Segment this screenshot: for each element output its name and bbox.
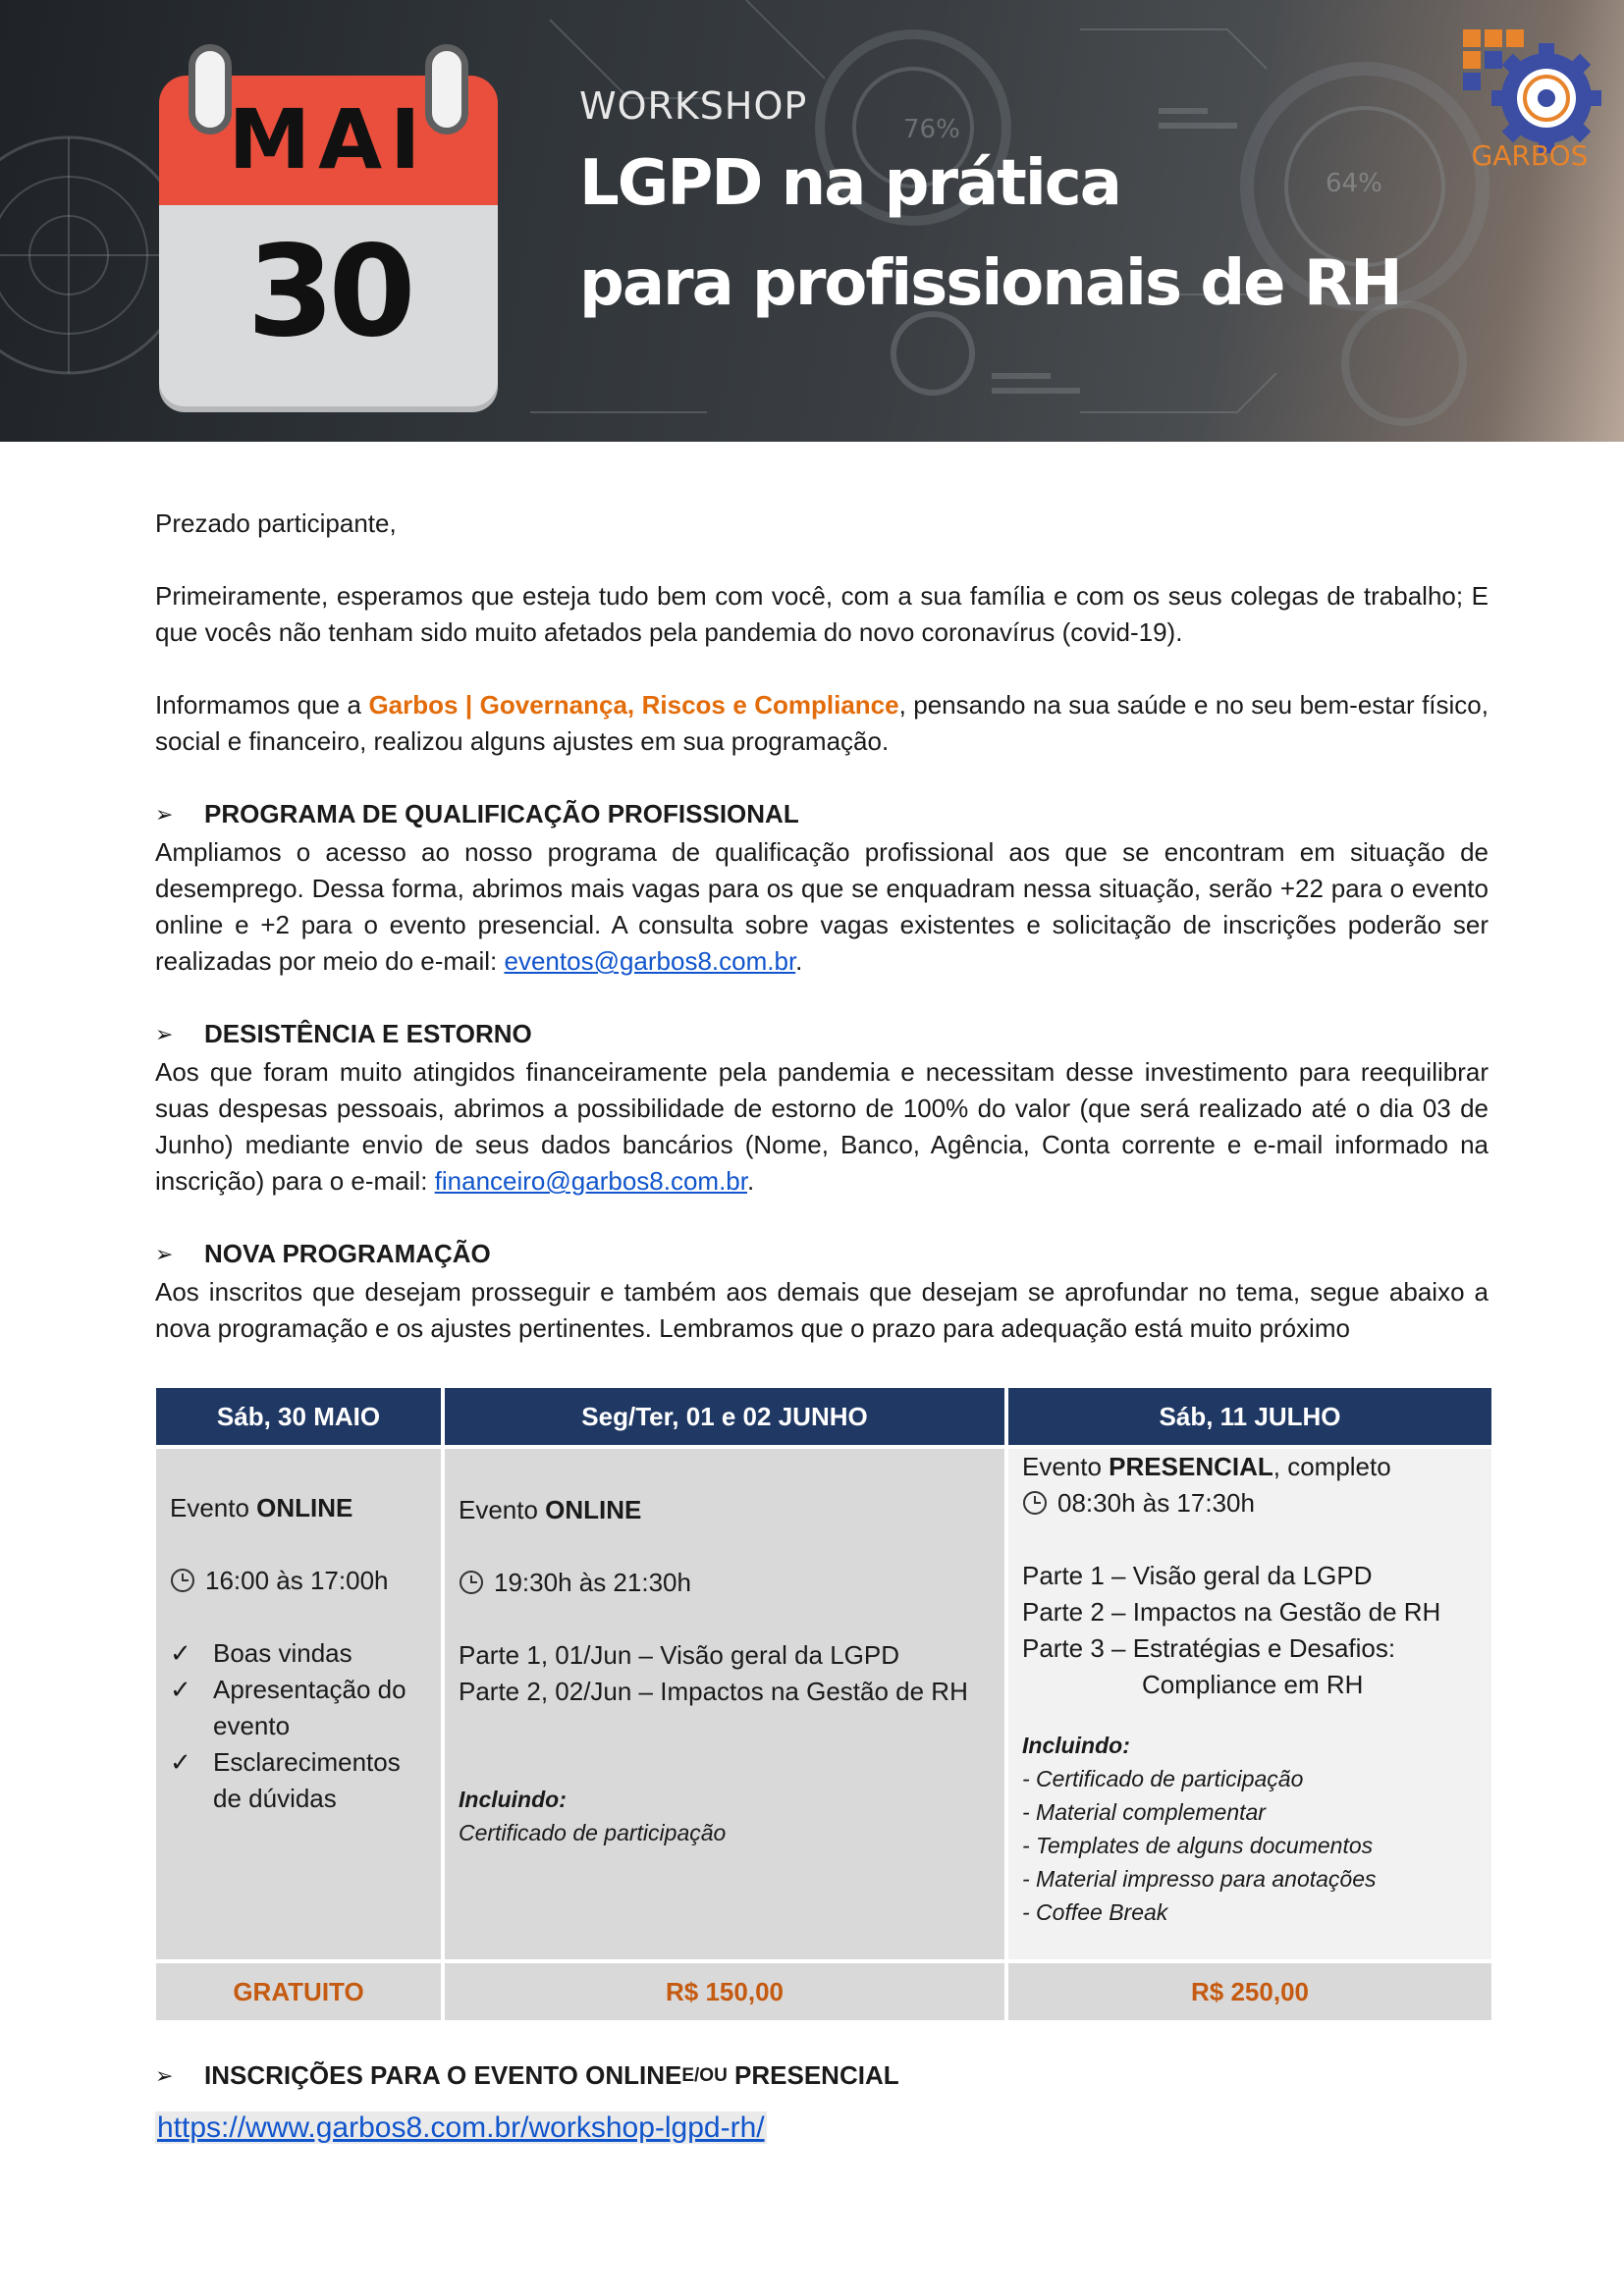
checkmark-icon: ✓	[170, 1747, 191, 1777]
col1-time: 16:00 às 17:00h	[170, 1563, 427, 1599]
col3-part3-sub: Compliance em RH	[1142, 1670, 1364, 1699]
col2-incl-item: Certificado de participação	[459, 1820, 727, 1845]
calendar-day: 30	[246, 219, 410, 365]
svg-text:76%: 76%	[903, 115, 960, 144]
col2-time: 19:30h às 21:30h	[459, 1565, 991, 1601]
banner-title-line1: LGPD na prática	[579, 147, 1120, 220]
table-row	[156, 1449, 1491, 1959]
brand-name: GARBOS	[1471, 139, 1589, 172]
header-col2: Seg/Ter, 01 e 02 JUNHO	[445, 1388, 1004, 1445]
arrow-bullet-icon: ➢	[155, 802, 174, 827]
section-programacao-title: ➢ NOVA PROGRAMAÇÃO	[155, 1236, 1489, 1272]
list-item: - Material impresso para anotações	[1022, 1866, 1377, 1892]
col3-event-type: Evento PRESENCIAL, completo	[1022, 1452, 1391, 1481]
checkmark-icon: ✓	[170, 1675, 191, 1704]
list-item: - Coffee Break	[1022, 1899, 1168, 1925]
col2-part2: Parte 2, 02/Jun – Impactos na Gestão de RH	[459, 1677, 968, 1706]
info-paragraph: Informamos que a Garbos | Governança, Riscos e Compliance, pensando na sua saúde e no seu bem-estar físico, social e financeiro, realizou alguns ajustes em sua programação.	[155, 690, 1489, 756]
col1-event-type: Evento ONLINE	[170, 1493, 353, 1522]
financeiro-email-link[interactable]: financeiro@garbos8.com.br	[434, 1166, 747, 1196]
price-row	[156, 1963, 1491, 2020]
clock-icon	[459, 1570, 484, 1595]
registration-link[interactable]: https://www.garbos8.com.br/workshop-lgpd-rh/	[157, 2111, 765, 2144]
event-banner	[0, 0, 1624, 442]
arrow-bullet-icon: ➢	[155, 2063, 174, 2088]
list-item: ✓ Apresentação do evento	[170, 1672, 427, 1744]
list-item: - Templates de alguns documentos	[1022, 1833, 1374, 1858]
schedule-table	[152, 1384, 1495, 2024]
list-item: - Material complementar	[1022, 1799, 1266, 1825]
greeting: Prezado participante,	[155, 508, 397, 538]
eventos-email-link[interactable]: eventos@garbos8.com.br	[504, 946, 796, 976]
section-desistencia-title: ➢ DESISTÊNCIA E ESTORNO	[155, 1016, 1489, 1052]
col3-time: 08:30h às 17:30h	[1022, 1485, 1478, 1522]
col2-incl-label: Incluindo:	[459, 1787, 567, 1812]
col1-checklist	[170, 1635, 427, 1817]
price-col1: GRATUITO	[156, 1963, 441, 2020]
svg-text:64%: 64%	[1326, 169, 1382, 198]
list-item: ✓ Boas vindas	[170, 1635, 427, 1672]
qualificacao-paragraph: Ampliamos o acesso ao nosso programa de qualificação profissional aos que se encontram em situação de desemprego. Dessa forma, abrimos mais vagas para os que se enquadram nessa situação, serão +22 para o evento online e +2 para o evento presencial. A consulta sobre vagas existentes e solicitação de inscrições poderão ser realizadas por meio do e-mail: eventos@garbos8.com.br.	[155, 837, 1489, 976]
calendar-icon	[159, 44, 498, 412]
workshop-label: WORKSHOP	[579, 84, 808, 128]
col3-part2: Parte 2 – Impactos na Gestão de RH	[1022, 1597, 1441, 1627]
letter-body	[155, 506, 1489, 2147]
price-col2: R$ 150,00	[445, 1963, 1004, 2020]
clock-icon	[170, 1568, 195, 1593]
arrow-bullet-icon: ➢	[155, 1242, 174, 1266]
org-name: Garbos | Governança, Riscos e Compliance	[368, 690, 899, 720]
section-inscricoes-title: ➢ INSCRIÇÕES PARA O EVENTO ONLINE E/OU PRESENCIAL	[155, 2057, 1489, 2094]
list-item: - Certificado de participação	[1022, 1766, 1304, 1791]
col3-part3: Parte 3 – Estratégias e Desafios:	[1022, 1633, 1396, 1663]
desistencia-paragraph: Aos que foram muito atingidos financeiramente pela pandemia e necessitam desse investimento para reequilibrar suas despesas pessoais, abrimos a possibilidade de estorno de 100% do valor (que será realizado até o dia 03 de Junho) mediante envio de seus dados bancários (Nome, Banco, Agência, Conta corrente e e-mail informado na inscrição) para o e-mail: financeiro@garbos8.com.br.	[155, 1057, 1489, 1196]
calendar-month: MAI	[228, 91, 429, 187]
col3-cell	[1008, 1449, 1491, 1959]
col2-cell	[445, 1449, 1004, 1959]
table-header-row	[156, 1388, 1491, 1445]
header-col3: Sáb, 11 JULHO	[1008, 1388, 1491, 1445]
col2-part1: Parte 1, 01/Jun – Visão geral da LGPD	[459, 1640, 900, 1670]
price-col3: R$ 250,00	[1008, 1963, 1491, 2020]
checkmark-icon: ✓	[170, 1638, 191, 1668]
col3-incl-label: Incluindo:	[1022, 1733, 1130, 1758]
intro-paragraph: Primeiramente, esperamos que esteja tudo bem com você, com a sua família e com os seus colegas de trabalho; E que vocês não tenham sido muito afetados pela pandemia do novo coronavírus (covid-19).	[155, 581, 1489, 647]
col3-part1: Parte 1 – Visão geral da LGPD	[1022, 1561, 1373, 1590]
section-qualificacao-title: ➢ PROGRAMA DE QUALIFICAÇÃO PROFISSIONAL	[155, 796, 1489, 832]
banner-title-line2: para profissionais de RH	[579, 247, 1401, 320]
clock-icon	[1022, 1490, 1048, 1516]
col1-cell	[156, 1449, 441, 1959]
programacao-paragraph: Aos inscritos que desejam prosseguir e também aos demais que desejam se aprofundar no tema, segue abaixo a nova programação e os ajustes pertinentes. Lembramos que o prazo para adequação está muito próximo	[155, 1277, 1489, 1343]
header-col1: Sáb, 30 MAIO	[156, 1388, 441, 1445]
list-item: ✓ Esclarecimentos de dúvidas	[170, 1744, 427, 1817]
col2-event-type: Evento ONLINE	[459, 1495, 642, 1524]
arrow-bullet-icon: ➢	[155, 1022, 174, 1046]
